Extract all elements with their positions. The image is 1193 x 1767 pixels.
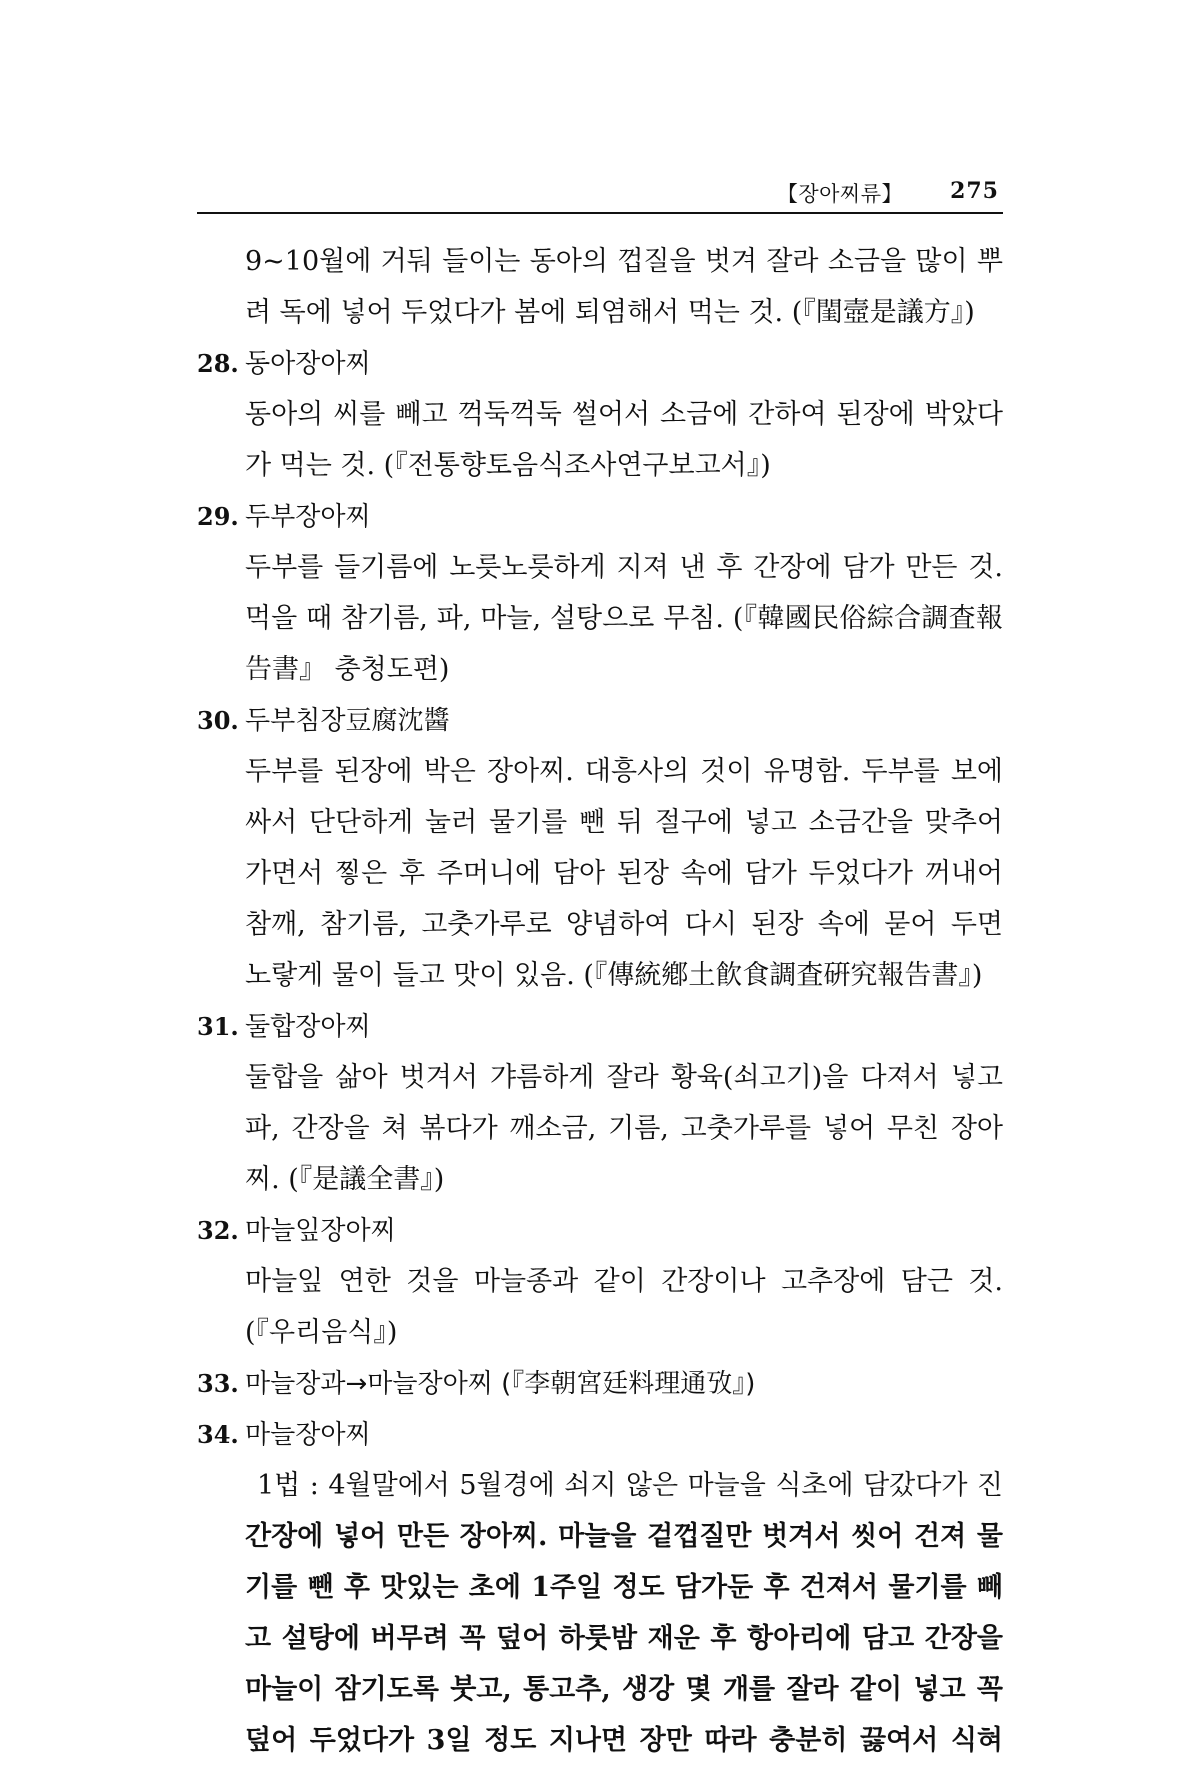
text-line: 덮어 두었다가 3일 정도 지나면 장만 따라 충분히 끓여서 식혀 <box>245 1725 1003 1756</box>
text-line: 찌. (『是議全書』) <box>245 1164 445 1195</box>
text-line: 둘합을 삶아 벗겨서 갸름하게 잘라 황육(쇠고기)을 다져서 넣고 <box>245 1062 1003 1093</box>
method-line: 1법 : 4월말에서 5월경에 쇠지 않은 마늘을 식초에 담갔다가 진 <box>257 1470 1003 1501</box>
entry-number: 34. <box>197 1420 239 1449</box>
entry-title: 마늘장아찌 <box>245 1420 371 1450</box>
entry-heading-33 <box>197 1358 1003 1409</box>
entry-heading-30 <box>197 695 1003 746</box>
entry-heading-34 <box>197 1409 1003 1460</box>
text-line: 기를 뺀 후 맛있는 초에 1주일 정도 담가둔 후 건져서 물기를 빼 <box>245 1572 1003 1603</box>
entry-number: 32. <box>197 1216 239 1245</box>
entry-number: 30. <box>197 706 239 735</box>
text-line: (『우리음식』) <box>245 1317 398 1348</box>
text-line: 告書』 충청도편) <box>245 654 450 685</box>
entry-title: 동아장아찌 <box>245 349 371 379</box>
text-line: 두부를 들기름에 노릇노릇하게 지져 낸 후 간장에 담가 만든 것. <box>245 552 1003 583</box>
text-line: 먹을 때 참기름, 파, 마늘, 설탕으로 무침. (『韓國民俗綜合調査報 <box>245 603 1003 634</box>
text-line: 파, 간장을 쳐 볶다가 깨소금, 기름, 고춧가루를 넣어 무친 장아 <box>245 1113 1003 1144</box>
entry-title: 두부침장豆腐沈醬 <box>245 706 450 736</box>
header-section-title: 【장아찌류】 <box>776 182 903 206</box>
text-line: 마늘이 잠기도록 붓고, 통고추, 생강 몇 개를 잘라 같이 넣고 꼭 <box>245 1674 1003 1705</box>
page-body <box>197 236 1003 1766</box>
entry-heading-31 <box>197 1001 1003 1052</box>
text-line: 고 설탕에 버무려 꼭 덮어 하룻밤 재운 후 항아리에 담고 간장을 <box>245 1623 1003 1654</box>
text-line: 싸서 단단하게 눌러 물기를 뺀 뒤 절구에 넣고 소금간을 맞추어 <box>245 807 1003 838</box>
text-line: 려 독에 넣어 두었다가 봄에 퇴염해서 먹는 것. (『閨壼是議方』) <box>245 297 975 328</box>
entry-number: 28. <box>197 349 239 378</box>
text-line: 동아의 씨를 빼고 꺽둑꺽둑 썰어서 소금에 간하여 된장에 박았다 <box>245 399 1003 430</box>
text-line: 두부를 된장에 박은 장아찌. 대흥사의 것이 유명함. 두부를 보에 <box>245 756 1003 787</box>
text-line: 9~10월에 거둬 들이는 동아의 껍질을 벗겨 잘라 소금을 많이 뿌 <box>245 246 1003 277</box>
entry-title: 마늘잎장아찌 <box>245 1216 396 1246</box>
page-number: 275 <box>950 178 999 204</box>
entry-title: 두부장아찌 <box>245 502 371 532</box>
text-line: 간장에 넣어 만든 장아찌. 마늘을 겉껍질만 벗겨서 씻어 건져 물 <box>245 1521 1003 1552</box>
entry-number: 33. <box>197 1369 239 1398</box>
entry-number: 29. <box>197 502 239 531</box>
entry-heading-29 <box>197 491 1003 542</box>
text-line: 가 먹는 것. (『전통향토음식조사연구보고서』) <box>245 450 771 481</box>
running-header <box>197 168 1003 214</box>
text-line: 마늘잎 연한 것을 마늘종과 같이 간장이나 고추장에 담근 것. <box>245 1266 1003 1297</box>
entry-number: 31. <box>197 1012 239 1041</box>
entry-title: 둘합장아찌 <box>245 1012 371 1042</box>
text-line: 참깨, 참기름, 고춧가루로 양념하여 다시 된장 속에 묻어 두면 <box>245 909 1003 940</box>
text-line: 노랗게 물이 들고 맛이 있음. (『傳統鄕土飮食調査硏究報告書』) <box>245 960 983 991</box>
entry-heading-28 <box>197 338 1003 389</box>
entry-title: 마늘장과→마늘장아찌 (『李朝宮廷料理通攷』) <box>245 1369 756 1399</box>
text-line: 가면서 찧은 후 주머니에 담아 된장 속에 담가 두었다가 꺼내어 <box>245 858 1003 889</box>
entry-heading-32 <box>197 1205 1003 1256</box>
